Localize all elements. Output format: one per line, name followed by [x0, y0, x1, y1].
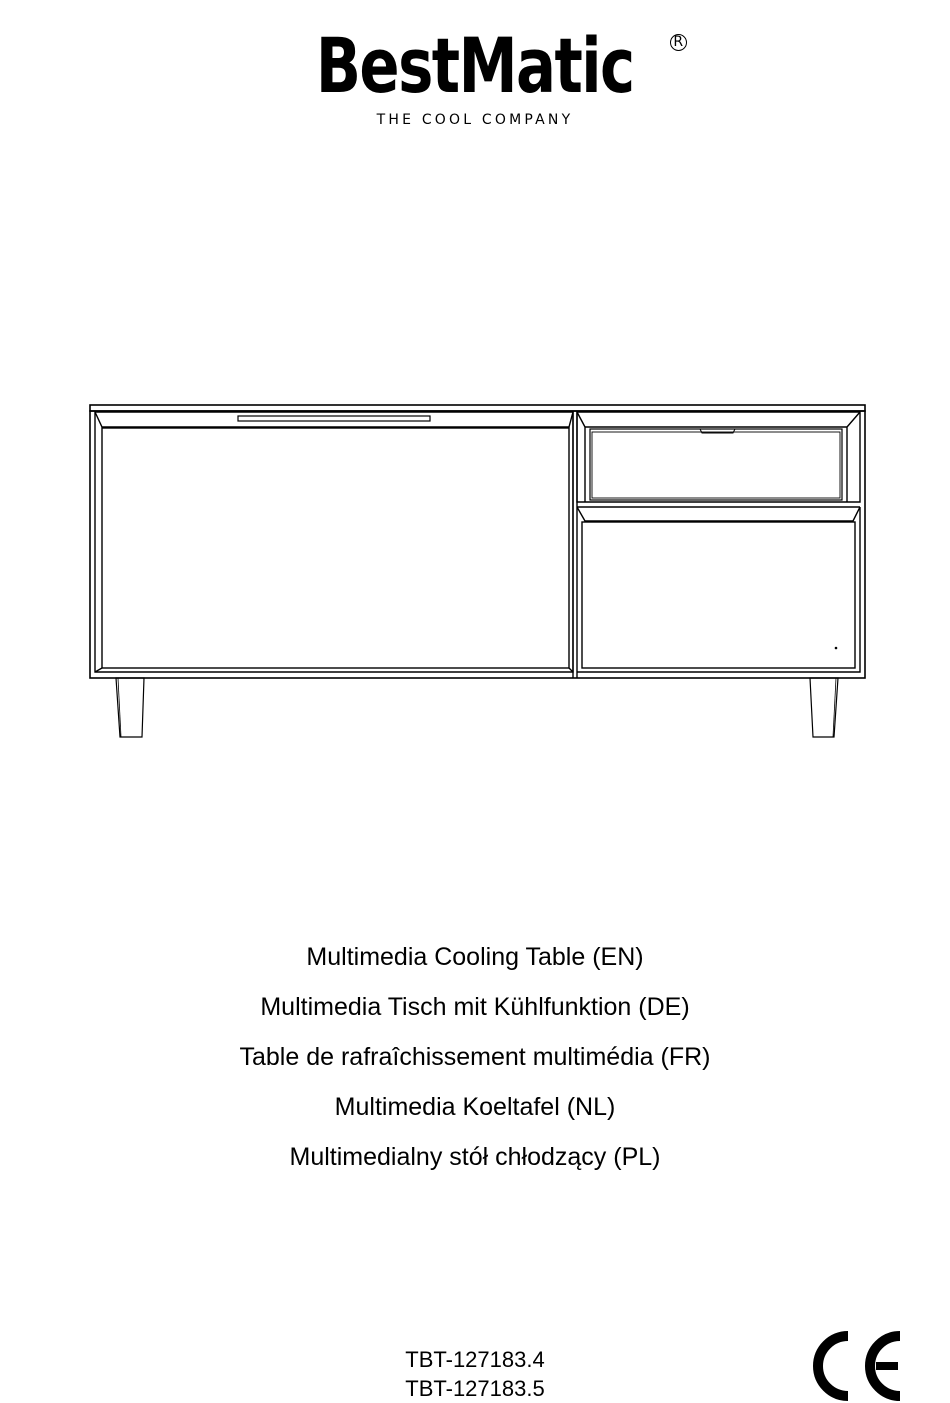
cooling-table-illustration — [85, 400, 870, 745]
cooler-door — [102, 428, 569, 668]
brand-name: BestMatic — [316, 21, 634, 110]
left-cavity-frame — [95, 412, 573, 672]
upper-drawer-frame — [577, 412, 860, 502]
product-titles — [0, 932, 950, 1182]
upper-drawer-front — [590, 429, 842, 500]
lid-slot — [238, 416, 430, 421]
table-top — [90, 405, 865, 411]
title-nl: Multimedia Koeltafel (NL) — [334, 1093, 616, 1121]
title-fr: Table de rafraîchissement multimédia (FR) — [239, 1043, 711, 1071]
registered-mark: R — [670, 34, 687, 51]
lower-door — [582, 522, 855, 668]
lower-drawer-bevel — [577, 507, 860, 672]
left-cavity-bevel — [95, 412, 573, 672]
title-pl: Multimedialny stół chłodzący (PL) — [289, 1143, 661, 1171]
model-number-2: TBT-127183.5 — [405, 1376, 545, 1401]
brand-tagline: THE COOL COMPANY — [376, 112, 574, 128]
brand-logo — [0, 21, 950, 128]
door-dot — [835, 647, 836, 648]
ce-mark-icon — [808, 1330, 908, 1402]
title-de: Multimedia Tisch mit Kühlfunktion (DE) — [260, 993, 690, 1021]
table-body — [90, 411, 865, 678]
upper-drawer-face — [592, 432, 840, 498]
brand-wordmark-wrap — [271, 21, 684, 110]
title-en: Multimedia Cooling Table (EN) — [306, 943, 644, 971]
model-number-1: TBT-127183.4 — [405, 1347, 545, 1372]
upper-drawer-bevel — [577, 412, 860, 502]
